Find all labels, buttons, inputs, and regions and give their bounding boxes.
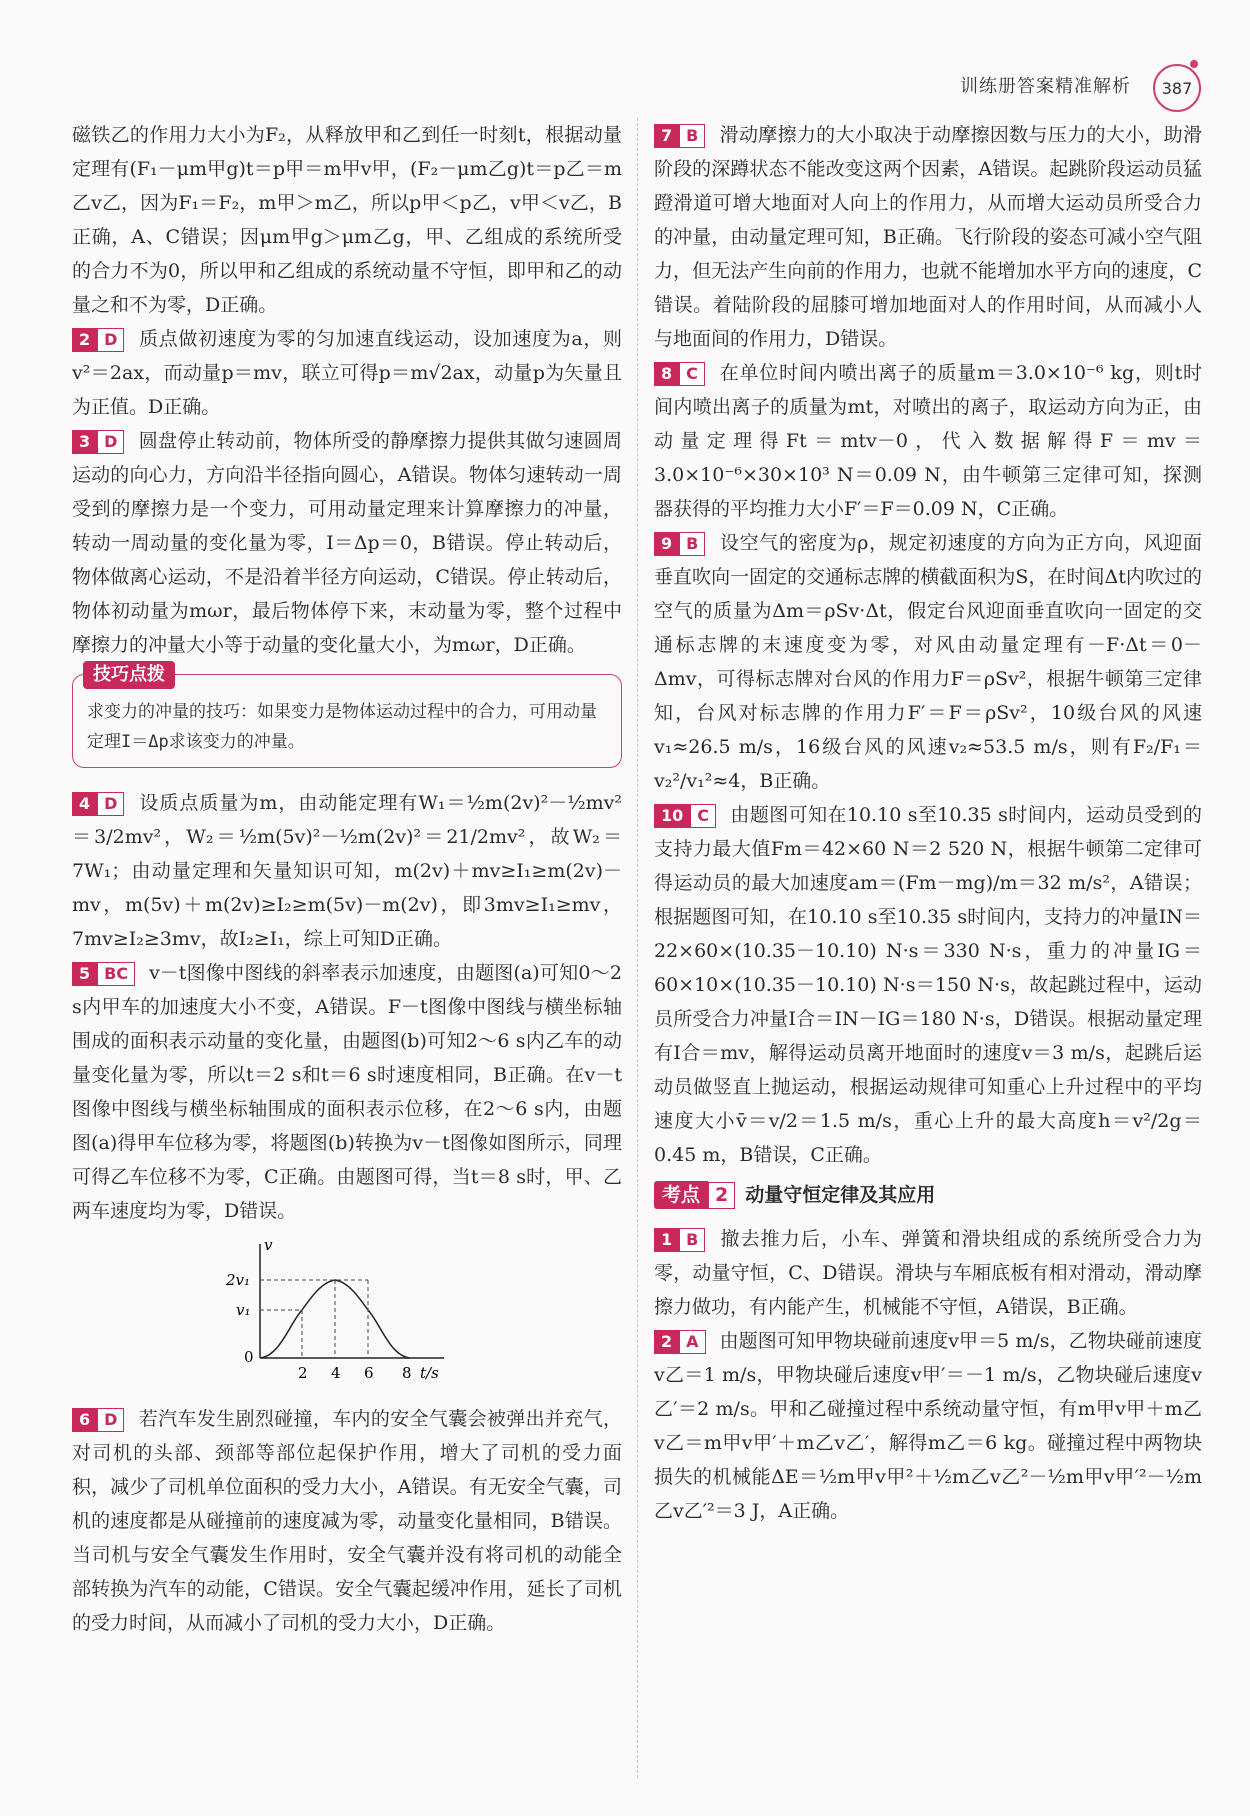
x-tick-2: 2 — [298, 1364, 308, 1382]
right-column — [654, 118, 1202, 1528]
x-tick-6: 6 — [364, 1364, 374, 1382]
section2-question-1 — [654, 1222, 1202, 1324]
x-tick-4: 4 — [331, 1364, 341, 1382]
page-badge-dot — [1190, 60, 1198, 68]
y-axis-label: v — [264, 1238, 273, 1254]
column-divider — [637, 118, 638, 1778]
question-2 — [72, 322, 622, 424]
section2-question-2 — [654, 1324, 1202, 1528]
tip-title: 技巧点拨 — [83, 661, 175, 689]
question-text: 质点做初速度为零的匀加速直线运动，设加速度为a，则v²＝2ax，而动量p＝mv，联立可得p＝m√2ax，动量p为矢量且为正值。D正确。 — [72, 328, 622, 418]
question-tag: 6 D — [72, 1408, 124, 1432]
question-5 — [72, 956, 622, 1228]
question-tag: 8 C — [654, 362, 705, 386]
question-9 — [654, 526, 1202, 798]
question-tag: 9 B — [654, 532, 705, 556]
question-tag: 7 B — [654, 124, 705, 148]
question-3 — [72, 424, 622, 662]
y-tick-0: 0 — [244, 1348, 254, 1366]
page-number: 387 — [1161, 78, 1193, 98]
question-tag: 5 BC — [72, 962, 135, 986]
question-text: 滑动摩擦力的大小取决于动摩擦因数与压力的大小，助滑阶段的深蹲状态不能改变这两个因素，A错误。起跳阶段运动员猛蹬滑道可增大地面对人向上的作用力，从而增大运动员所受合力的冲量，由动量定理可知，B正确。飞行阶段的姿态可减小空气阻力，但无法产生向前的作用力，也就不能增加水平方向的速度，C错误。着陆阶段的屈膝可增加地面对人的作用时间，从而减小人与地面间的作用力，D错误。 — [654, 124, 1202, 350]
question-tag: 1 B — [654, 1228, 705, 1252]
question-text: 由题图可知甲物块碰前速度v甲＝5 m/s，乙物块碰前速度v乙＝1 m/s，甲物块碰后速度v甲′＝－1 m/s，乙物块碰后速度v乙′＝2 m/s。甲和乙碰撞过程中系统动量守恒，有m甲v甲＋m乙v乙＝m甲v甲′＋m乙v乙′，解得m乙＝6 kg。碰撞过程中两物块损失的机械能ΔE＝½m甲v甲²＋½m乙v乙²－½m甲v甲′²－½m乙v乙′²＝3 J，A正确。 — [654, 1330, 1202, 1522]
question-8 — [654, 356, 1202, 526]
section-title: 动量守恒定律及其应用 — [745, 1184, 936, 1206]
x-axis-label: t/s — [420, 1364, 439, 1382]
question-text: v－t图像中图线的斜率表示加速度，由题图(a)可知0～2 s内甲车的加速度大小不变，A错误。F－t图像中图线与横坐标轴围成的面积表示动量的变化量，由题图(b)可知2～6 s内乙车的动量变化量为零，所以t＝2 s和t＝6 s时速度相同，B正确。在v－t图像中图线与横坐标轴围成的面积表示位移，在2～6 s内，由题图(a)得甲车位移为零，将题图(b)转换为v－t图像如图所示，同理可得乙车位移不为零，C正确。由题图可得，当t＝8 s时，甲、乙两车速度均为零，D错误。 — [72, 962, 622, 1222]
question-text: 设质点质量为m，由动能定理有W₁＝½m(2v)²－½mv²＝3/2mv²，W₂＝½m(5v)²－½m(2v)²＝21/2mv²，故W₂＝7W₁；由动量定理和矢量知识可知，m(2v)＋mv≥I₁≥m(2v)－mv，m(5v)＋m(2v)≥I₂≥m(5v)－m(2v)，即3mv≥I₁≥mv，7mv≥I₂≥3mv，故I₂≥I₁，综上可知D正确。 — [72, 792, 622, 950]
question-text: 若汽车发生剧烈碰撞，车内的安全气囊会被弹出并充气，对司机的头部、颈部等部位起保护作用，增大了司机的受力面积，减少了司机单位面积的受力大小，A错误。有无安全气囊，司机的速度都是从碰撞前的速度减为零，动量变化量相同，B错误。当司机与安全气囊发生作用时，安全气囊并没有将司机的动能全部转换为汽车的动能，C错误。安全气囊起缓冲作用，延长了司机的受力时间，从而减小了司机的受力大小，D正确。 — [72, 1408, 622, 1634]
question-text: 圆盘停止转动前，物体所受的静摩擦力提供其做匀速圆周运动的向心力，方向沿半径指向圆心，A错误。物体匀速转动一周受到的摩擦力是一个变力，可用动量定理来计算摩擦力的冲量，转动一周动量的变化量为零，I＝Δp＝0，B错误。停止转动后，物体做离心运动，不是沿着半径方向运动，C错误。停止转动后，物体初动量为mωr，最后物体停下来，末动量为零，整个过程中摩擦力的冲量大小等于动量的变化量大小，为mωr，D正确。 — [72, 430, 622, 656]
section-number: 2 — [708, 1182, 735, 1209]
question-tag: 2 A — [654, 1330, 706, 1354]
question-6 — [72, 1402, 622, 1640]
tip-body: 求变力的冲量的技巧：如果变力是物体运动过程中的合力，可用动量定理I＝Δp求该变力的冲量。 — [87, 702, 597, 752]
question-tag: 10 C — [654, 804, 716, 828]
y-tick-2v1: 2v₁ — [226, 1271, 251, 1289]
question-text: 在单位时间内喷出离子的质量m＝3.0×10⁻⁶ kg，则t时间内喷出离子的质量为mt，对喷出的离子，取运动方向为正，由动量定理得Ft＝mtv－0，代入数据解得F＝mv＝3.0×10⁻⁶×30×10³ N＝0.09 N，由牛顿第三定律可知，探测器获得的平均推力大小F′＝F＝0.09 N，C正确。 — [654, 362, 1202, 520]
section-label: 考点 — [654, 1181, 708, 1209]
question-tag: 4 D — [72, 792, 124, 816]
page-header-title: 训练册答案精准解析 — [960, 76, 1131, 97]
tip-box — [72, 664, 622, 768]
question-tag: 2 D — [72, 328, 124, 352]
question-text: 设空气的密度为ρ，规定初速度的方向为正方向，风迎面垂直吹向一固定的交通标志牌的横截面积为S，在时间Δt内吹过的空气的质量为Δm＝ρSv·Δt，假定台风迎面垂直吹向一固定的交通标志牌的末速度变为零，对风由动量定理有－F·Δt＝0－Δmv，可得标志牌对台风的作用力F＝ρSv²，根据牛顿第三定律知，台风对标志牌的作用力F′＝F＝ρSv²，10级台风的风速v₁≈26.5 m/s，16级台风的风速v₂≈53.5 m/s，则有F₂/F₁＝v₂²/v₁²≈4，B正确。 — [654, 532, 1202, 792]
question-4 — [72, 786, 622, 956]
left-column — [72, 118, 622, 1640]
y-tick-v1: v₁ — [236, 1301, 251, 1319]
question-10 — [654, 798, 1202, 1172]
question-text: 由题图可知在10.10 s至10.35 s时间内，运动员受到的支持力最大值Fm＝42×60 N＝2 520 N，根据牛顿第二定律可得运动员的最大加速度am＝(Fm－mg)/m＝32 m/s²，A错误；根据题图可知，在10.10 s至10.35 s时间内，支持力的冲量IN＝22×60×(10.35－10.10) N·s＝330 N·s，重力的冲量IG＝60×10×(10.35－10.10) N·s＝150 N·s，故起跳过程中，运动员所受合力冲量I合＝IN－IG＝180 N·s，D错误。根据动量定理有I合＝mv，解得运动员离开地面时的速度v＝3 m/s，起跳后运动员做竖直上抛运动，根据运动规律可知重心上升过程中的平均速度大小v̄＝v/2＝1.5 m/s，重心上升的最大高度h＝v²/2g＝0.45 m，B错误，C正确。 — [654, 804, 1202, 1166]
intro-paragraph: 磁铁乙的作用力大小为F₂，从释放甲和乙到任一时刻t，根据动量定理有(F₁－μm甲g)t＝p甲＝m甲v甲，(F₂－μm乙g)t＝p乙＝m乙v乙，因为F₁＝F₂，m甲＞m乙，所以p甲＜p乙，v甲＜v乙，B正确，A、C错误；因μm甲g＞μm乙g，甲、乙组成的系统所受的合力不为0，所以甲和乙组成的系统动量不守恒，即甲和乙的动量之和不为零，D正确。 — [72, 124, 622, 316]
question-7 — [654, 118, 1202, 356]
vt-graph — [222, 1238, 452, 1388]
question-tag: 3 D — [72, 430, 124, 454]
page-number-badge — [1153, 64, 1201, 112]
question-text: 撤去推力后，小车、弹簧和滑块组成的系统所受合力为零，动量守恒，C、D错误。滑块与车厢底板有相对滑动，滑动摩擦力做功，有内能产生，机械能不守恒，A错误，B正确。 — [654, 1228, 1202, 1318]
section-heading — [654, 1178, 1202, 1212]
x-tick-8: 8 — [402, 1364, 412, 1382]
